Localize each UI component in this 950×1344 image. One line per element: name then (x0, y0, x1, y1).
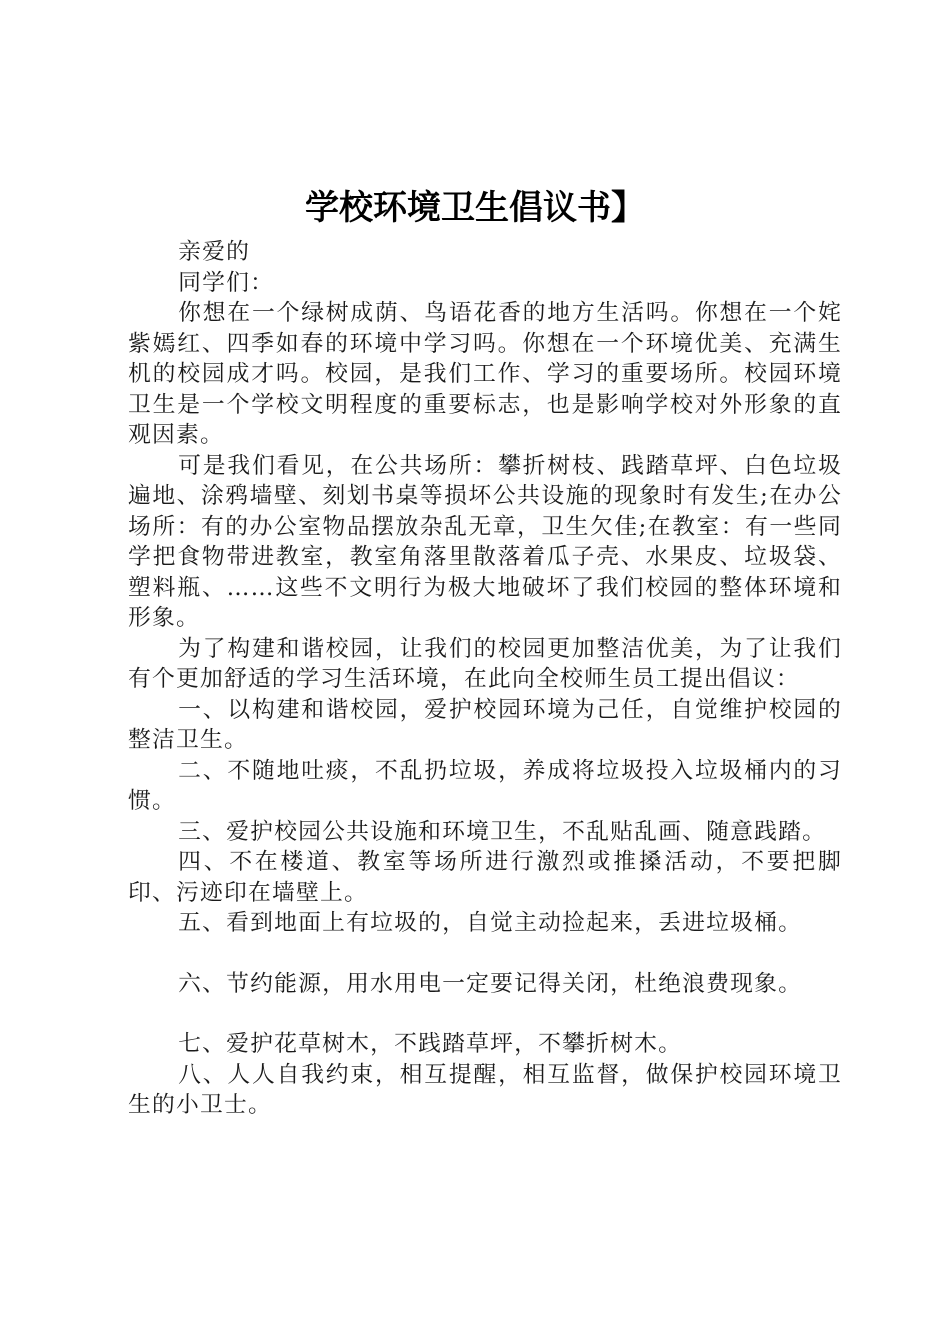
proposal-item-3: 三、爱护校园公共设施和环境卫生，不乱贴乱画、随意践踏。 (178, 818, 827, 845)
salutation-line-1: 亲爱的 (178, 239, 251, 265)
paragraph-intro: 你想在一个绿树成荫、鸟语花香的地方生活吗。你想在一个姹紫嫣红、四季如春的环境中学习吗。你想在一个环境优美、充满生机的校园成才吗。校园，是我们工作、学习的重要场所。校园环境卫生是一个学校文明程度的重要标志，也是影响学校对外形象的直观因素。 (128, 300, 842, 448)
proposal-item-2: 二、不随地吐痰，不乱扔垃圾，养成将垃圾投入垃圾桶内的习惯。 (128, 757, 842, 814)
proposal-item-7: 七、爱护花草树木，不践踏草坪，不攀折树木。 (178, 1031, 683, 1057)
salutation-line-2: 同学们： (178, 269, 275, 296)
proposal-item-6: 六、节约能源，用水用电一定要记得关闭，杜绝浪费现象。 (178, 970, 803, 997)
paragraph-problems: 可是我们看见，在公共场所：攀折树枝、践踏草坪、白色垃圾遍地、涂鸦墙壁、刻划书桌等损坏公共设施的现象时有发生;在办公场所：有的办公室物品摆放杂乱无章，卫生欠佳;在教室：有一些同学把食物带进教室，教室角落里散落着瓜子壳、水果皮、垃圾袋、塑料瓶、……这些不文明行为极大地破坏了我们校园的整体环境和形象。 (128, 452, 842, 631)
proposal-item-1: 一、以构建和谐校园，爱护校园环境为己任，自觉维护校园的整洁卫生。 (128, 696, 842, 753)
proposal-item-5: 五、看到地面上有垃圾的，自觉主动捡起来，丢进垃圾桶。 (178, 910, 803, 936)
paragraph-proposal: 为了构建和谐校园，让我们的校园更加整洁优美，为了让我们有个更加舒适的学习生活环境，在此向全校师生员工提出倡议： (128, 635, 842, 692)
document-body (128, 237, 842, 1121)
proposal-item-4: 四、不在楼道、教室等场所进行激烈或推搡活动，不要把脚印、污迹印在墙壁上。 (128, 849, 842, 906)
document-title: 学校环境卫生倡议书】 (305, 188, 645, 228)
proposal-item-8: 八、人人自我约束，相互提醒，相互监督，做保护校园环境卫生的小卫士。 (128, 1061, 842, 1118)
